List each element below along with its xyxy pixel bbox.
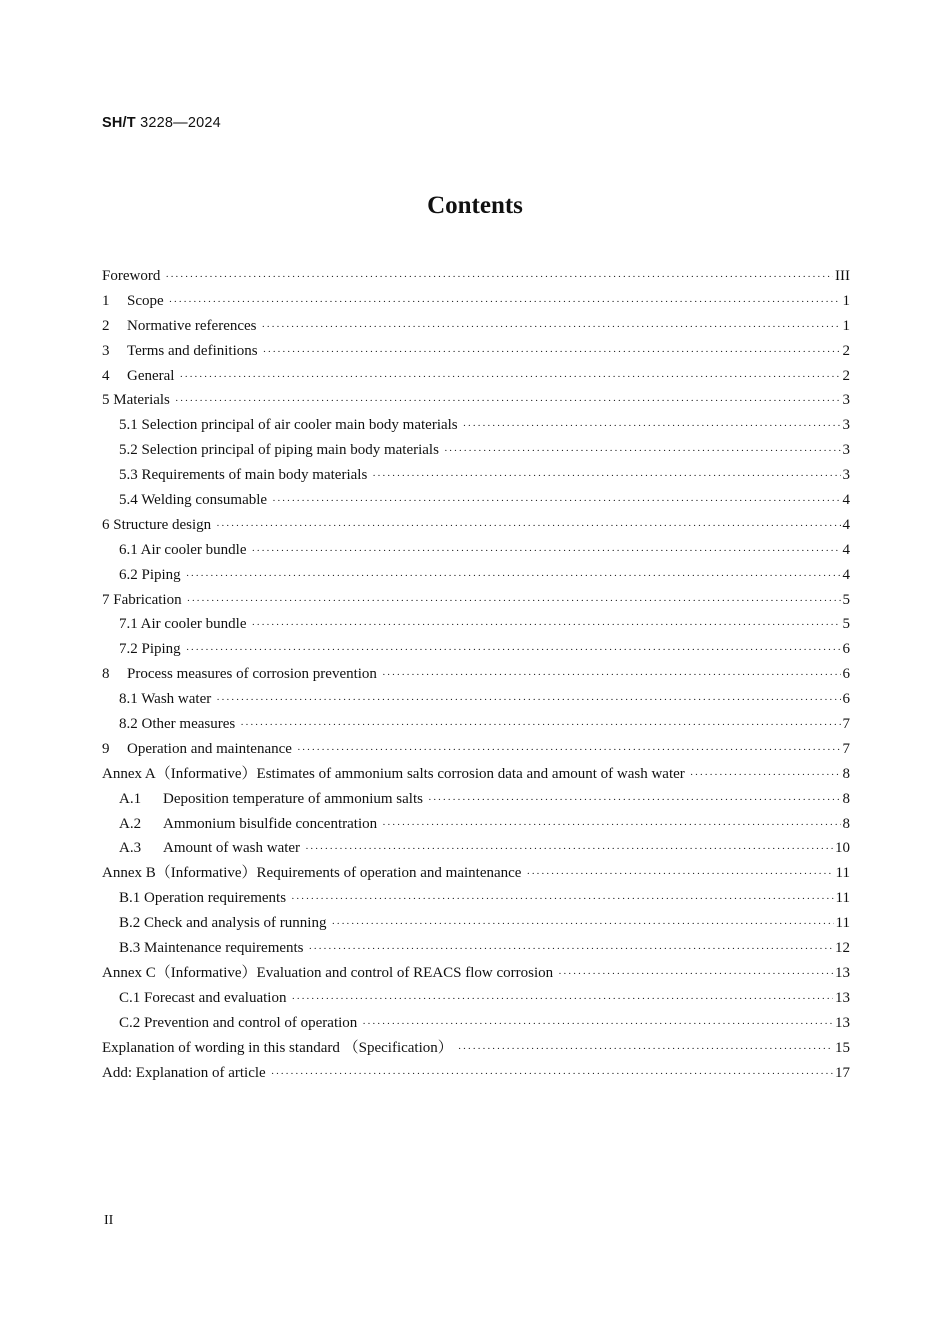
toc-entry-materials[interactable] bbox=[102, 388, 850, 413]
toc-entry-page: 4 bbox=[842, 566, 850, 583]
toc-entry-number: A.3 bbox=[119, 840, 142, 857]
toc-entry-5-2[interactable] bbox=[102, 438, 850, 463]
toc-entry-a-1[interactable] bbox=[102, 787, 850, 812]
toc-entry-annex-c[interactable] bbox=[102, 961, 850, 986]
standard-code bbox=[102, 115, 221, 131]
dot-leader bbox=[187, 589, 841, 614]
dot-leader bbox=[186, 564, 841, 589]
toc-entry-page: 12 bbox=[835, 940, 850, 957]
toc-entry-label: 8.2 Other measures bbox=[119, 716, 236, 733]
toc-entry-page: 7 bbox=[842, 740, 850, 757]
toc-entry-5-4[interactable] bbox=[102, 488, 850, 513]
toc-entry-label: General bbox=[127, 367, 175, 384]
toc-entry-label: Add: Explanation of article bbox=[102, 1064, 266, 1081]
toc-entry-page: 17 bbox=[835, 1064, 850, 1081]
toc-entry-label: Foreword bbox=[102, 268, 161, 284]
toc-entry-foreword[interactable] bbox=[102, 264, 850, 289]
toc-entry-label: 7.2 Piping bbox=[119, 641, 181, 658]
toc-entry-label: 5.1 Selection principal of air cooler main body materials bbox=[119, 417, 458, 434]
toc-entry-fabrication[interactable] bbox=[102, 588, 850, 613]
toc-entry-b-3[interactable] bbox=[102, 936, 850, 961]
dot-leader bbox=[169, 290, 841, 315]
toc-entry-page: 2 bbox=[842, 342, 850, 359]
toc-entry-b-1[interactable] bbox=[102, 886, 850, 911]
toc-entry-number: 3 bbox=[102, 342, 110, 359]
toc-entry-normative-references[interactable] bbox=[102, 314, 850, 339]
toc-entry-page: 13 bbox=[835, 989, 850, 1006]
toc-entry-number: 2 bbox=[102, 317, 110, 334]
toc-entry-label: Annex C（Informative）Evaluation and control of REACS flow corrosion bbox=[102, 964, 554, 981]
toc-entry-7-2[interactable] bbox=[102, 637, 850, 662]
dot-leader bbox=[271, 1062, 833, 1087]
toc-entry-label: Deposition temperature of ammonium salts bbox=[163, 790, 423, 807]
dot-leader bbox=[362, 1012, 833, 1037]
toc-entry-page: 1 bbox=[842, 292, 850, 309]
dot-leader bbox=[372, 464, 840, 489]
toc-entry-label: C.2 Prevention and control of operation bbox=[119, 1014, 358, 1031]
toc-entry-page: 11 bbox=[835, 890, 850, 907]
dot-leader bbox=[291, 987, 833, 1012]
toc-entry-page: 6 bbox=[842, 691, 850, 708]
toc-entry-5-3[interactable] bbox=[102, 463, 850, 488]
toc-entry-page: 15 bbox=[835, 1039, 850, 1056]
standard-code-number: 3228—2024 bbox=[140, 115, 221, 131]
toc-entry-a-2[interactable] bbox=[102, 812, 850, 837]
toc-entry-c-2[interactable] bbox=[102, 1011, 850, 1036]
toc-entry-label: Explanation of wording in this standard （Specification） bbox=[102, 1039, 453, 1056]
toc-entry-explanation-wording[interactable] bbox=[102, 1036, 850, 1061]
toc-entry-page: 8 bbox=[842, 765, 850, 782]
dot-leader bbox=[216, 688, 840, 713]
toc-entry-page: 4 bbox=[842, 492, 850, 509]
dot-leader bbox=[526, 862, 833, 887]
dot-leader bbox=[179, 365, 840, 390]
dot-leader bbox=[240, 713, 840, 738]
toc-entry-annex-b[interactable] bbox=[102, 861, 850, 886]
dot-leader bbox=[297, 738, 841, 763]
toc-entry-page: 4 bbox=[842, 516, 850, 533]
toc-entry-page: 1 bbox=[842, 317, 850, 334]
toc-entry-label: 6.2 Piping bbox=[119, 566, 181, 583]
toc-entry-annex-a[interactable] bbox=[102, 762, 850, 787]
toc-entry-page: 2 bbox=[842, 367, 850, 384]
dot-leader bbox=[216, 514, 840, 539]
toc-entry-page: 11 bbox=[835, 865, 850, 882]
dot-leader bbox=[305, 837, 833, 862]
toc-entry-number: 8 bbox=[102, 666, 110, 683]
toc-entry-label: C.1 Forecast and evaluation bbox=[119, 989, 287, 1006]
toc-entry-page: 6 bbox=[842, 641, 850, 658]
toc-entry-page: 13 bbox=[835, 964, 850, 981]
dot-leader bbox=[444, 439, 841, 464]
dot-leader bbox=[165, 265, 833, 290]
toc-entry-label: Terms and definitions bbox=[127, 342, 258, 359]
table-of-contents bbox=[102, 264, 850, 1085]
toc-entry-explanation-article[interactable] bbox=[102, 1061, 850, 1086]
toc-entry-number: 1 bbox=[102, 292, 110, 309]
toc-entry-label: Annex A（Informative）Estimates of ammonium salts corrosion data and amount of wash water bbox=[102, 765, 685, 782]
toc-entry-page: 4 bbox=[842, 541, 850, 558]
toc-entry-label: 8.1 Wash water bbox=[119, 691, 212, 708]
toc-entry-scope[interactable] bbox=[102, 289, 850, 314]
dot-leader bbox=[558, 962, 833, 987]
dot-leader bbox=[690, 763, 841, 788]
toc-entry-6-2[interactable] bbox=[102, 563, 850, 588]
dot-leader bbox=[331, 912, 833, 937]
toc-entry-label: 6 Structure design bbox=[102, 516, 212, 533]
standard-code-prefix: SH/T bbox=[102, 115, 136, 131]
toc-entry-page: 6 bbox=[842, 666, 850, 683]
toc-entry-page: III bbox=[835, 268, 850, 284]
toc-entry-page: 11 bbox=[835, 915, 850, 932]
toc-entry-label: 5.2 Selection principal of piping main body materials bbox=[119, 442, 439, 459]
toc-entry-page: 10 bbox=[835, 840, 850, 857]
toc-entry-label: B.3 Maintenance requirements bbox=[119, 940, 304, 957]
toc-entry-page: 13 bbox=[835, 1014, 850, 1031]
toc-entry-label: Amount of wash water bbox=[163, 840, 301, 857]
toc-entry-number: 9 bbox=[102, 740, 110, 757]
dot-leader bbox=[262, 315, 841, 340]
toc-entry-terms[interactable] bbox=[102, 339, 850, 364]
toc-entry-page: 3 bbox=[842, 467, 850, 484]
toc-entry-label: B.1 Operation requirements bbox=[119, 890, 287, 907]
toc-entry-page: 3 bbox=[842, 417, 850, 434]
page-number: II bbox=[104, 1213, 114, 1228]
dot-leader bbox=[251, 539, 840, 564]
dot-leader bbox=[309, 937, 833, 962]
toc-entry-number: A.1 bbox=[119, 790, 142, 807]
toc-entry-label: Process measures of corrosion prevention bbox=[127, 666, 377, 683]
toc-entry-a-3[interactable] bbox=[102, 836, 850, 861]
toc-entry-8-1[interactable] bbox=[102, 687, 850, 712]
toc-entry-7-1[interactable] bbox=[102, 612, 850, 637]
dot-leader bbox=[251, 613, 840, 638]
dot-leader bbox=[458, 1037, 833, 1062]
toc-entry-page: 8 bbox=[842, 790, 850, 807]
toc-entry-page: 7 bbox=[842, 716, 850, 733]
toc-entry-b-2[interactable] bbox=[102, 911, 850, 936]
toc-entry-page: 8 bbox=[842, 815, 850, 832]
dot-leader bbox=[263, 340, 841, 365]
toc-entry-label: 7.1 Air cooler bundle bbox=[119, 616, 247, 633]
toc-entry-c-1[interactable] bbox=[102, 986, 850, 1011]
page-title: Contents bbox=[427, 192, 523, 219]
toc-entry-label: Annex B（Informative）Requirements of operation and maintenance bbox=[102, 865, 522, 882]
toc-entry-label: 5 Materials bbox=[102, 392, 170, 409]
toc-entry-label: Normative references bbox=[127, 317, 257, 334]
dot-leader bbox=[291, 887, 834, 912]
toc-entry-page: 3 bbox=[842, 392, 850, 409]
dot-leader bbox=[272, 489, 840, 514]
toc-entry-8-2[interactable] bbox=[102, 712, 850, 737]
dot-leader bbox=[382, 813, 840, 838]
toc-entry-general[interactable] bbox=[102, 364, 850, 389]
dot-leader bbox=[186, 638, 841, 663]
toc-entry-process-measures[interactable] bbox=[102, 662, 850, 687]
toc-entry-label: Ammonium bisulfide concentration bbox=[163, 815, 378, 832]
dot-leader bbox=[428, 788, 841, 813]
toc-entry-label: Operation and maintenance bbox=[127, 740, 292, 757]
toc-entry-page: 3 bbox=[842, 442, 850, 459]
toc-entry-number: A.2 bbox=[119, 815, 142, 832]
toc-entry-page: 5 bbox=[842, 591, 850, 608]
dot-leader bbox=[175, 389, 841, 414]
toc-entry-5-1[interactable] bbox=[102, 413, 850, 438]
dot-leader bbox=[463, 414, 841, 439]
toc-entry-label: 7 Fabrication bbox=[102, 591, 182, 608]
toc-entry-6-1[interactable] bbox=[102, 538, 850, 563]
dot-leader bbox=[382, 663, 841, 688]
toc-entry-label: 5.4 Welding consumable bbox=[119, 492, 268, 509]
toc-entry-label: Scope bbox=[127, 292, 164, 309]
toc-entry-label: B.2 Check and analysis of running bbox=[119, 915, 327, 932]
toc-entry-number: 4 bbox=[102, 367, 110, 384]
toc-entry-page: 5 bbox=[842, 616, 850, 633]
toc-entry-operation-maintenance[interactable] bbox=[102, 737, 850, 762]
toc-entry-label: 5.3 Requirements of main body materials bbox=[119, 467, 368, 484]
toc-entry-label: 6.1 Air cooler bundle bbox=[119, 541, 247, 558]
toc-entry-structure-design[interactable] bbox=[102, 513, 850, 538]
